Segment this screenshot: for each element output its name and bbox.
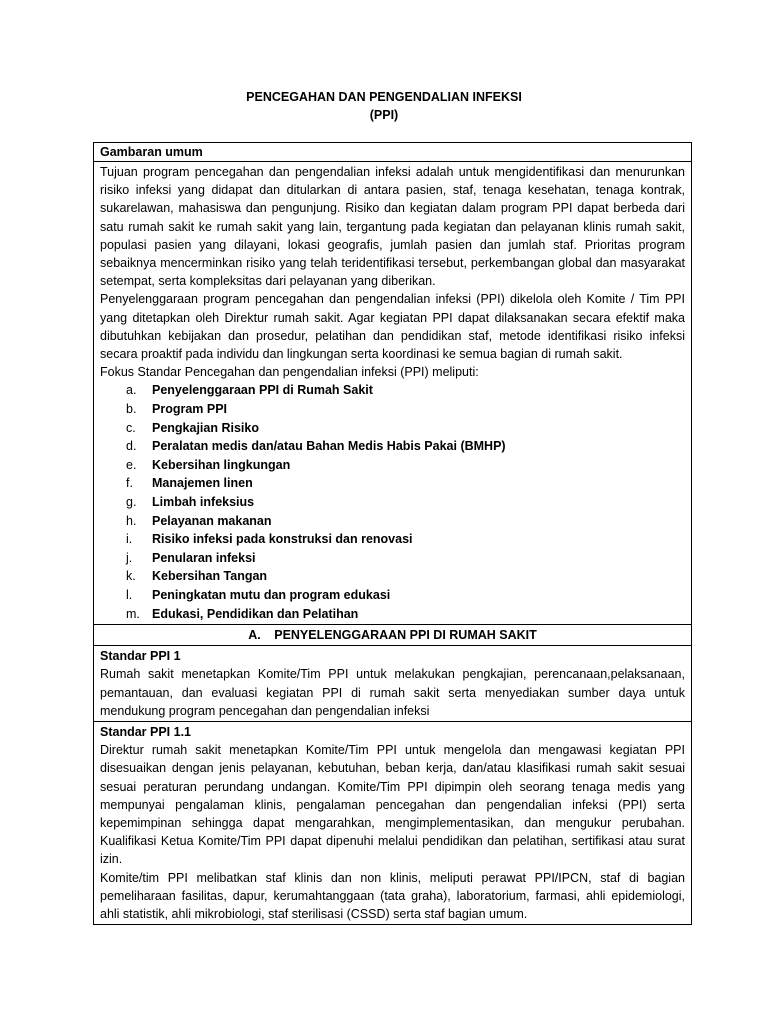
focus-list xyxy=(100,381,685,623)
focus-list-marker: l. xyxy=(126,587,133,602)
focus-list-item xyxy=(126,512,685,531)
focus-list-item xyxy=(126,493,685,512)
overview-row xyxy=(94,143,691,625)
focus-list-item xyxy=(126,381,685,400)
focus-list-item xyxy=(126,605,685,624)
standard-ppi-1-1-title: Standar PPI 1.1 xyxy=(100,724,192,739)
focus-list-text: Manajemen linen xyxy=(152,476,253,491)
focus-list-marker: d. xyxy=(126,439,137,454)
focus-list-marker: j. xyxy=(126,550,133,565)
overview-body xyxy=(94,162,691,624)
standard-ppi-1-text: Rumah sakit menetapkan Komite/Tim PPI untuk melakukan pengkajian, perencanaan,pelaksanaan, pemantauan, dan evaluasi kegiatan PPI di rumah sakit serta menyediakan sumber daya untuk mendukung program pencegahan dan pengendalian infeksi xyxy=(100,667,685,718)
focus-list-text: Pelayanan makanan xyxy=(152,513,272,528)
focus-list-text: Penyelenggaraan PPI di Rumah Sakit xyxy=(152,383,373,398)
focus-list-text: Edukasi, Pendidikan dan Pelatihan xyxy=(152,606,359,621)
content-table xyxy=(93,142,692,925)
focus-list-marker: g. xyxy=(126,495,137,509)
focus-list-item xyxy=(126,437,685,456)
focus-list-marker: b. xyxy=(126,402,137,417)
document-title xyxy=(0,88,768,124)
focus-list-marker: f. xyxy=(126,476,133,491)
standard-ppi-1-1-paragraph-1: Direktur rumah sakit menetapkan Komite/Tim PPI untuk mengelola dan mengawasi kegiatan PPI disesuaikan dengan jenis pelayanan, kebutuhan, beban kerja, dan/atau klasifikasi rumah sakit sesuai sesuai peraturan perundang undangan. Komite/Tim PPI dipimpin oleh seorang tenaga medis yang mempunyai pengalaman klinis, pengalaman pencegahan dan pengendalian infeksi (PPI) serta kepemimpinan sehingga dapat mengarahkan, mengimplementasikan, dan mengukur perubahan. Kualifikasi Ketua Komite/Tim PPI dapat dipenuhi melalui pendidikan dan pelatihan, sertifikasi atau surat izin. xyxy=(100,743,685,867)
focus-list-item xyxy=(126,456,685,475)
focus-list-marker: c. xyxy=(126,420,136,435)
focus-list-text: Peningkatan mutu dan program edukasi xyxy=(152,587,391,602)
focus-list-text: Risiko infeksi pada konstruksi dan renovasi xyxy=(152,532,413,547)
standard-ppi-1-1-body xyxy=(94,722,691,924)
focus-list-marker: i. xyxy=(126,532,133,547)
focus-list-marker: a. xyxy=(126,383,137,398)
standard-ppi-1-body xyxy=(94,646,691,721)
title-line-2: (PPI) xyxy=(369,108,399,122)
overview-heading: Gambaran umum xyxy=(94,143,691,162)
focus-list-item xyxy=(126,419,685,438)
focus-list-item xyxy=(126,549,685,568)
focus-list-text: Kebersihan lingkungan xyxy=(152,457,291,472)
focus-list-marker: k. xyxy=(126,569,136,584)
section-a-letter: A. xyxy=(248,628,261,643)
focus-list-item xyxy=(126,586,685,605)
section-a-heading xyxy=(94,625,691,646)
focus-list-marker: m. xyxy=(126,606,140,621)
focus-list-text: Pengkajian Risiko xyxy=(152,420,259,435)
section-a-title: PENYELENGGARAAN PPI DI RUMAH SAKIT xyxy=(274,628,537,643)
standard-ppi-1-1-paragraph-2: Komite/tim PPI melibatkan staf klinis dan non klinis, meliputi perawat PPI/IPCN, staf di bagian pemeliharaan fasilitas, dapur, kerumahtanggaan (tata graha), laboratorium, farmasi, ahli epidemiologi, ahli statistik, ahli mikrobiologi, staf sterilisasi (CSSD) serta staf bagian umum. xyxy=(100,870,685,921)
standard-ppi-1-1-row xyxy=(94,722,691,925)
focus-list-text: Limbah infeksius xyxy=(152,495,255,509)
focus-list-marker: e. xyxy=(126,457,137,472)
focus-list-marker: h. xyxy=(126,513,137,528)
focus-list-text: Penularan infeksi xyxy=(152,550,256,565)
focus-list-item xyxy=(126,400,685,419)
focus-list-text: Kebersihan Tangan xyxy=(152,569,268,584)
focus-list-item xyxy=(126,474,685,493)
focus-list-text: Program PPI xyxy=(152,402,228,417)
overview-paragraph-1: Tujuan program pencegahan dan pengendalian infeksi adalah untuk mengidentifikasi dan menurunkan risiko infeksi yang didapat dan ditularkan di antara pasien, staf, tenaga kesehatan, tenaga kontrak, sukarelawan, mahasiswa dan pengunjung. Risiko dan kegiatan dalam program PPI dapat berbeda dari satu rumah sakit ke rumah sakit yang lain, tergantung pada kegiatan dan pelayanan klinis rumah sakit, populasi pasien yang dilayani, lokasi geografis, jumlah pasien dan jumlah staf. Prioritas program sebaiknya mencerminkan risiko yang telah teridentifikasi tersebut, perkembangan global dan masyarakat setempat, serta kompleksitas dari pelayanan yang diberikan. xyxy=(100,165,685,289)
overview-paragraph-2: Penyelenggaraan program pencegahan dan pengendalian infeksi (PPI) dikelola oleh Komite / Tim PPI yang ditetapkan oleh Direktur rumah sakit. Agar kegiatan PPI dapat dilaksanakan secara efektif maka dibutuhkan kebijakan dan prosedur, pelatihan dan pendidikan staf, metode identifikasi risiko infeksi secara proaktif pada individu dan lingkungan serta koordinasi ke semua bagian di rumah sakit. xyxy=(100,292,685,362)
title-line-1: PENCEGAHAN DAN PENGENDALIAN INFEKSI xyxy=(246,90,522,104)
focus-list-item xyxy=(126,530,685,549)
standard-ppi-1-row xyxy=(94,646,691,722)
standard-ppi-1-title: Standar PPI 1 xyxy=(100,649,181,664)
focus-list-item xyxy=(126,567,685,586)
focus-list-text: Peralatan medis dan/atau Bahan Medis Habis Pakai (BMHP) xyxy=(152,439,506,454)
focus-intro: Fokus Standar Pencegahan dan pengendalian infeksi (PPI) meliputi: xyxy=(100,365,479,380)
